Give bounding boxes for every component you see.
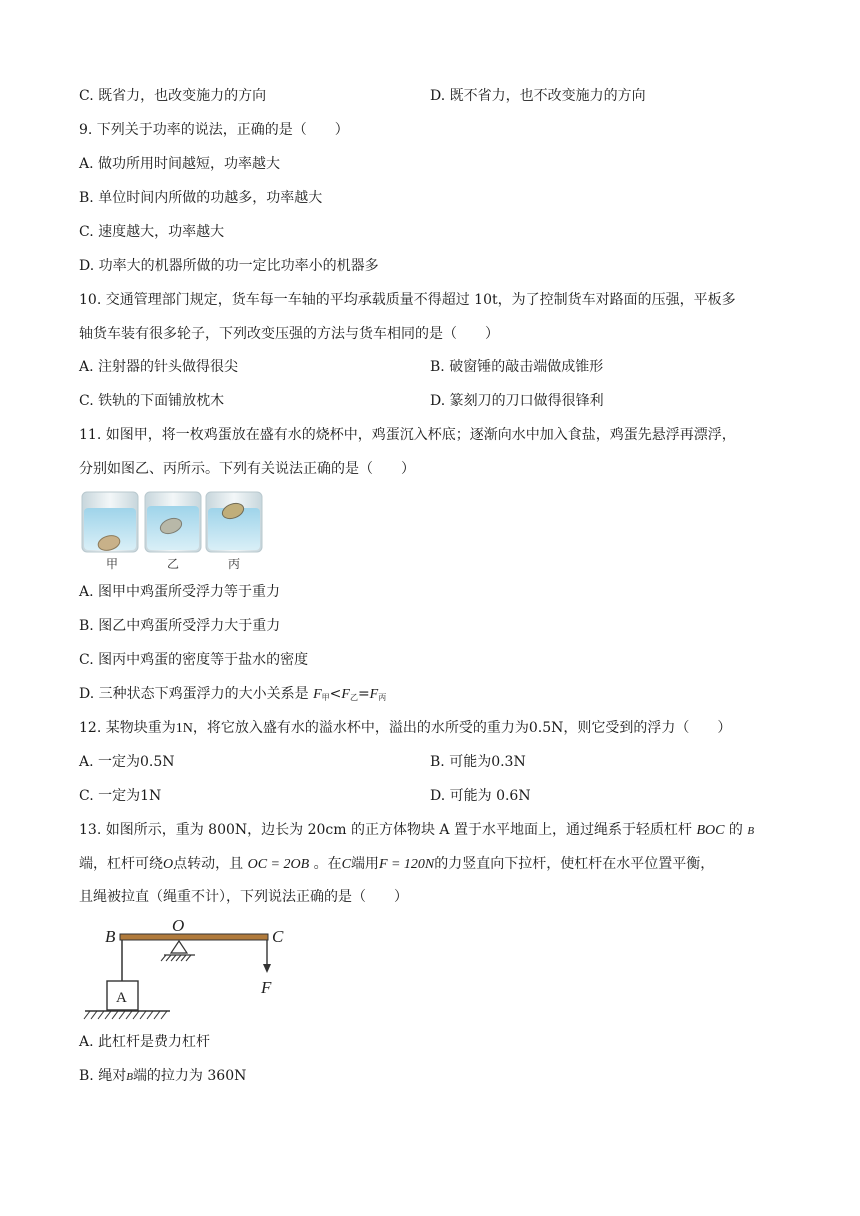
q13-text: 。在 (309, 856, 342, 872)
q13-option-b (79, 1066, 246, 1087)
q9-option-c: C. 速度越大，功率越大 (79, 224, 225, 240)
q11-option-b: B. 图乙中鸡蛋所受浮力大于重力 (79, 618, 281, 634)
q12-option-c-text: C. 一定为 (79, 788, 141, 804)
q9-stem: 9. 下列关于功率的说法，正确的是（ ） (79, 122, 349, 138)
q9-option-a: A. 做功所用时间越短，功率越大 (79, 156, 281, 172)
label-bing: 丙 (228, 557, 241, 571)
q13-option-a: A. 此杠杆是费力杠杆 (79, 1034, 211, 1050)
q11-beaker-figure (78, 488, 268, 573)
q13-text: 的 (724, 822, 748, 838)
beaker-yi (145, 492, 201, 552)
point-o: O (163, 857, 174, 872)
q12-option-b-value: 0.3N (491, 754, 526, 770)
q11-stem-line1: 11. 如图甲，将一枚鸡蛋放在盛有水的烧杯中，鸡蛋沉入杯底；逐渐向水中加入食盐，鸡蛋先悬浮再漂浮， (79, 427, 736, 443)
relation: = (357, 686, 370, 702)
q12-option-a (79, 752, 175, 772)
q13-text: 端，杠杆可绕 (79, 856, 163, 872)
label-f: F (261, 978, 272, 997)
label-c: C (272, 927, 284, 946)
q12-option-a-text: A. 一定为 (79, 754, 141, 770)
q9-option-d: D. 功率大的机器所做的功一定比功率小的机器多 (79, 258, 379, 274)
q12-option-a-value: 0.5N (140, 754, 175, 770)
weight-value: 1N (175, 721, 193, 736)
q12-option-c (79, 786, 161, 806)
q12-option-b-text: B. 可能为 (430, 754, 492, 770)
q13-stem-line2 (79, 854, 714, 875)
point-b: B (747, 825, 755, 837)
q13-lever-figure (80, 915, 295, 1027)
fulcrum-icon (171, 941, 187, 953)
q10-stem-line1: 10. 交通管理部门规定，货车每一车轴的平均承载质量不得超过 10t，为了控制货车对路面的压强，平板多 (79, 292, 736, 308)
label-b: B (105, 927, 116, 946)
subscript: 丙 (378, 693, 387, 702)
q12-stem-text: ，则它受到的浮力（ ） (563, 720, 732, 736)
lever-name: BOC (696, 823, 725, 838)
q12-stem (79, 718, 731, 739)
q13-stem-line3: 且绳被拉直（绳重不计），下列说法正确的是（ ） (79, 889, 408, 905)
q11-option-d-text: D. 三种状态下鸡蛋浮力的大小关系是 (79, 686, 314, 702)
q10-option-a: A. 注射器的针头做得很尖 (79, 359, 239, 375)
q8-option-d: D. 既不省力，也不改变施力的方向 (430, 88, 646, 104)
force-symbol: F (313, 687, 322, 702)
q12-stem-text: ，将它放入盛有水的溢水杯中，溢出的水所受的重力为 (192, 720, 529, 736)
lever-bar (120, 934, 268, 940)
q10-option-d: D. 篆刻刀的刀口做得很锋利 (430, 393, 604, 409)
q13-stem-line1 (79, 820, 754, 841)
relation: < (329, 686, 342, 702)
q11-option-d (79, 684, 386, 708)
beaker-bing (206, 492, 262, 552)
subscript: 乙 (349, 693, 358, 702)
length-relation: OC = 2OB (247, 857, 310, 872)
beaker-jia (82, 492, 138, 553)
point-c: C (341, 857, 351, 872)
q9-option-b: B. 单位时间内所做的功越多，功率越大 (79, 190, 323, 206)
label-yi: 乙 (167, 557, 180, 571)
q11-option-c: C. 图丙中鸡蛋的密度等于盐水的密度 (79, 652, 309, 668)
q11-stem-line2: 分别如图乙、丙所示。下列有关说法正确的是（ ） (79, 461, 415, 477)
label-o: O (172, 916, 185, 935)
force-value: F = 120N (378, 857, 435, 872)
q10-option-b: B. 破窗锤的敲击端做成锥形 (430, 359, 604, 375)
point-b: B (126, 1071, 133, 1083)
q12-option-b (430, 752, 526, 772)
q13-text: 13. 如图所示，重为 800N，边长为 20cm 的正方体物块 A 置于水平地面上，通过绳系于轻质杠杆 (79, 822, 697, 838)
q13-text: 点转动，且 (173, 856, 248, 872)
q10-option-c: C. 铁轨的下面铺放枕木 (79, 393, 225, 409)
q12-option-d: D. 可能为 0.6N (430, 788, 531, 804)
q13-text: 的力竖直向下拉杆，使杠杆在水平位置平衡， (434, 856, 715, 872)
q11-option-a: A. 图甲中鸡蛋所受浮力等于重力 (79, 584, 281, 600)
q10-stem-line2: 轴货车装有很多轮子，下列改变压强的方法与货车相同的是（ ） (79, 326, 499, 342)
label-a: A (116, 990, 127, 1006)
q12-option-c-value: 1N (140, 788, 162, 804)
q13-option-b-text: B. 绳对 (79, 1068, 127, 1084)
subscript: 甲 (321, 693, 330, 702)
arrow-head-icon (263, 964, 271, 973)
q8-option-c: C. 既省力，也改变施力的方向 (79, 88, 267, 104)
label-jia: 甲 (106, 557, 119, 571)
force-symbol: F (341, 687, 350, 702)
q12-stem-text: 12. 某物块重为 (79, 720, 176, 736)
q13-text: 端用 (350, 856, 379, 872)
overflow-weight-value: 0.5N (528, 720, 564, 736)
q13-option-b-text: 端的拉力为 360N (132, 1068, 247, 1084)
force-symbol: F (369, 687, 379, 702)
